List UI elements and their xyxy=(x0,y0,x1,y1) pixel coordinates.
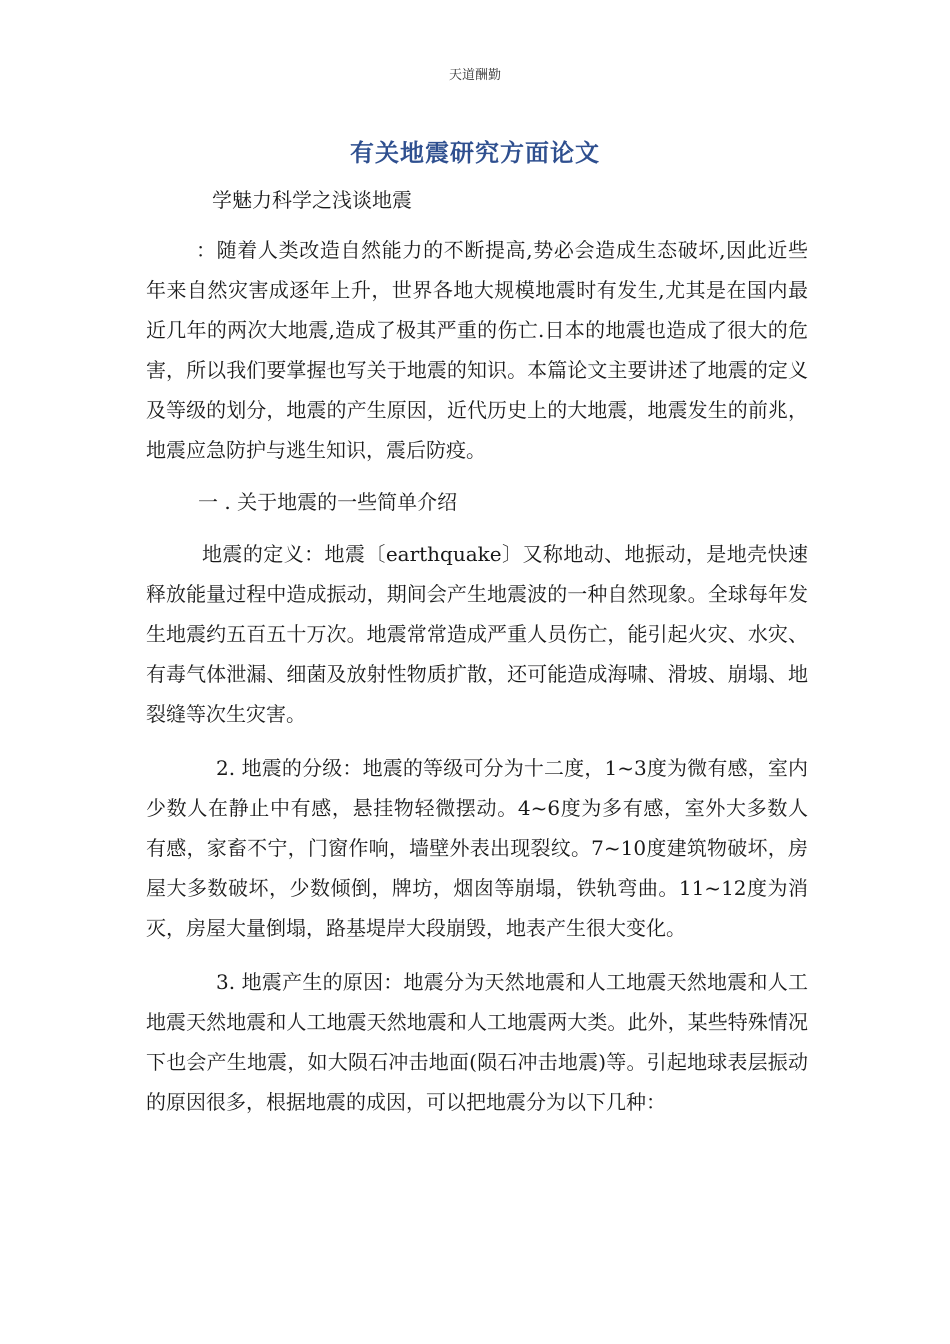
document-subtitle: 学魅力科学之浅谈地震 xyxy=(212,188,412,212)
abstract-paragraph: ：随着人类改造自然能力的不断提高,势必会造成生态破坏,因此近些年来自然灾害成逐年上升，世界各地大规模地震时有发生,尤其是在国内最近几年的两次大地震,造成了极其严重的伤亡.日本的地震也造成了很大的危害，所以我们要掌握也写关于地震的知识。本篇论文主要讲述了地震的定义及等级的划分，地震的产生原因，近代历史上的大地震，地震发生的前兆，地震应急防护与逃生知识，震后防疫。 xyxy=(146,238,808,462)
document-title: 有关地震研究方面论文 xyxy=(350,139,600,167)
document-body xyxy=(146,180,808,1122)
page-header: 天道酬勤 xyxy=(448,68,501,83)
definition-paragraph: 地震的定义：地震〔earthquake〕又称地动、地振动，是地壳快速释放能量过程中造成振动，期间会产生地震波的一种自然现象。全球每年发生地震约五百五十万次。地震常常造成严重人员伤亡，能引起火灾、水灾、有毒气体泄漏、细菌及放射性物质扩散，还可能造成海啸、滑坡、崩塌、地裂缝等次生灾害。 xyxy=(146,542,808,726)
causes-paragraph: 3. 地震产生的原因：地震分为天然地震和人工地震天然地震和人工地震天然地震和人工地震天然地震和人工地震两大类。此外，某些特殊情况下也会产生地震，如大陨石冲击地面(陨石冲击地震)等。引起地球表层振动的原因很多，根据地震的成因，可以把地震分为以下几种： xyxy=(146,970,808,1114)
section-heading: 一 . 关于地震的一些简单介绍 xyxy=(198,490,458,514)
grading-paragraph: 2. 地震的分级：地震的等级可分为十二度，1~3度为微有感，室内少数人在静止中有感，悬挂物轻微摆动。4~6度为多有感，室外大多数人有感，家畜不宁，门窗作响，墙壁外表出现裂纹。7~10度建筑物破坏，房屋大多数破坏，少数倾倒，牌坊，烟囱等崩塌，铁轨弯曲。11~12度为消灭，房屋大量倒塌，路基堤岸大段崩毁，地表产生很大变化。 xyxy=(146,756,808,940)
